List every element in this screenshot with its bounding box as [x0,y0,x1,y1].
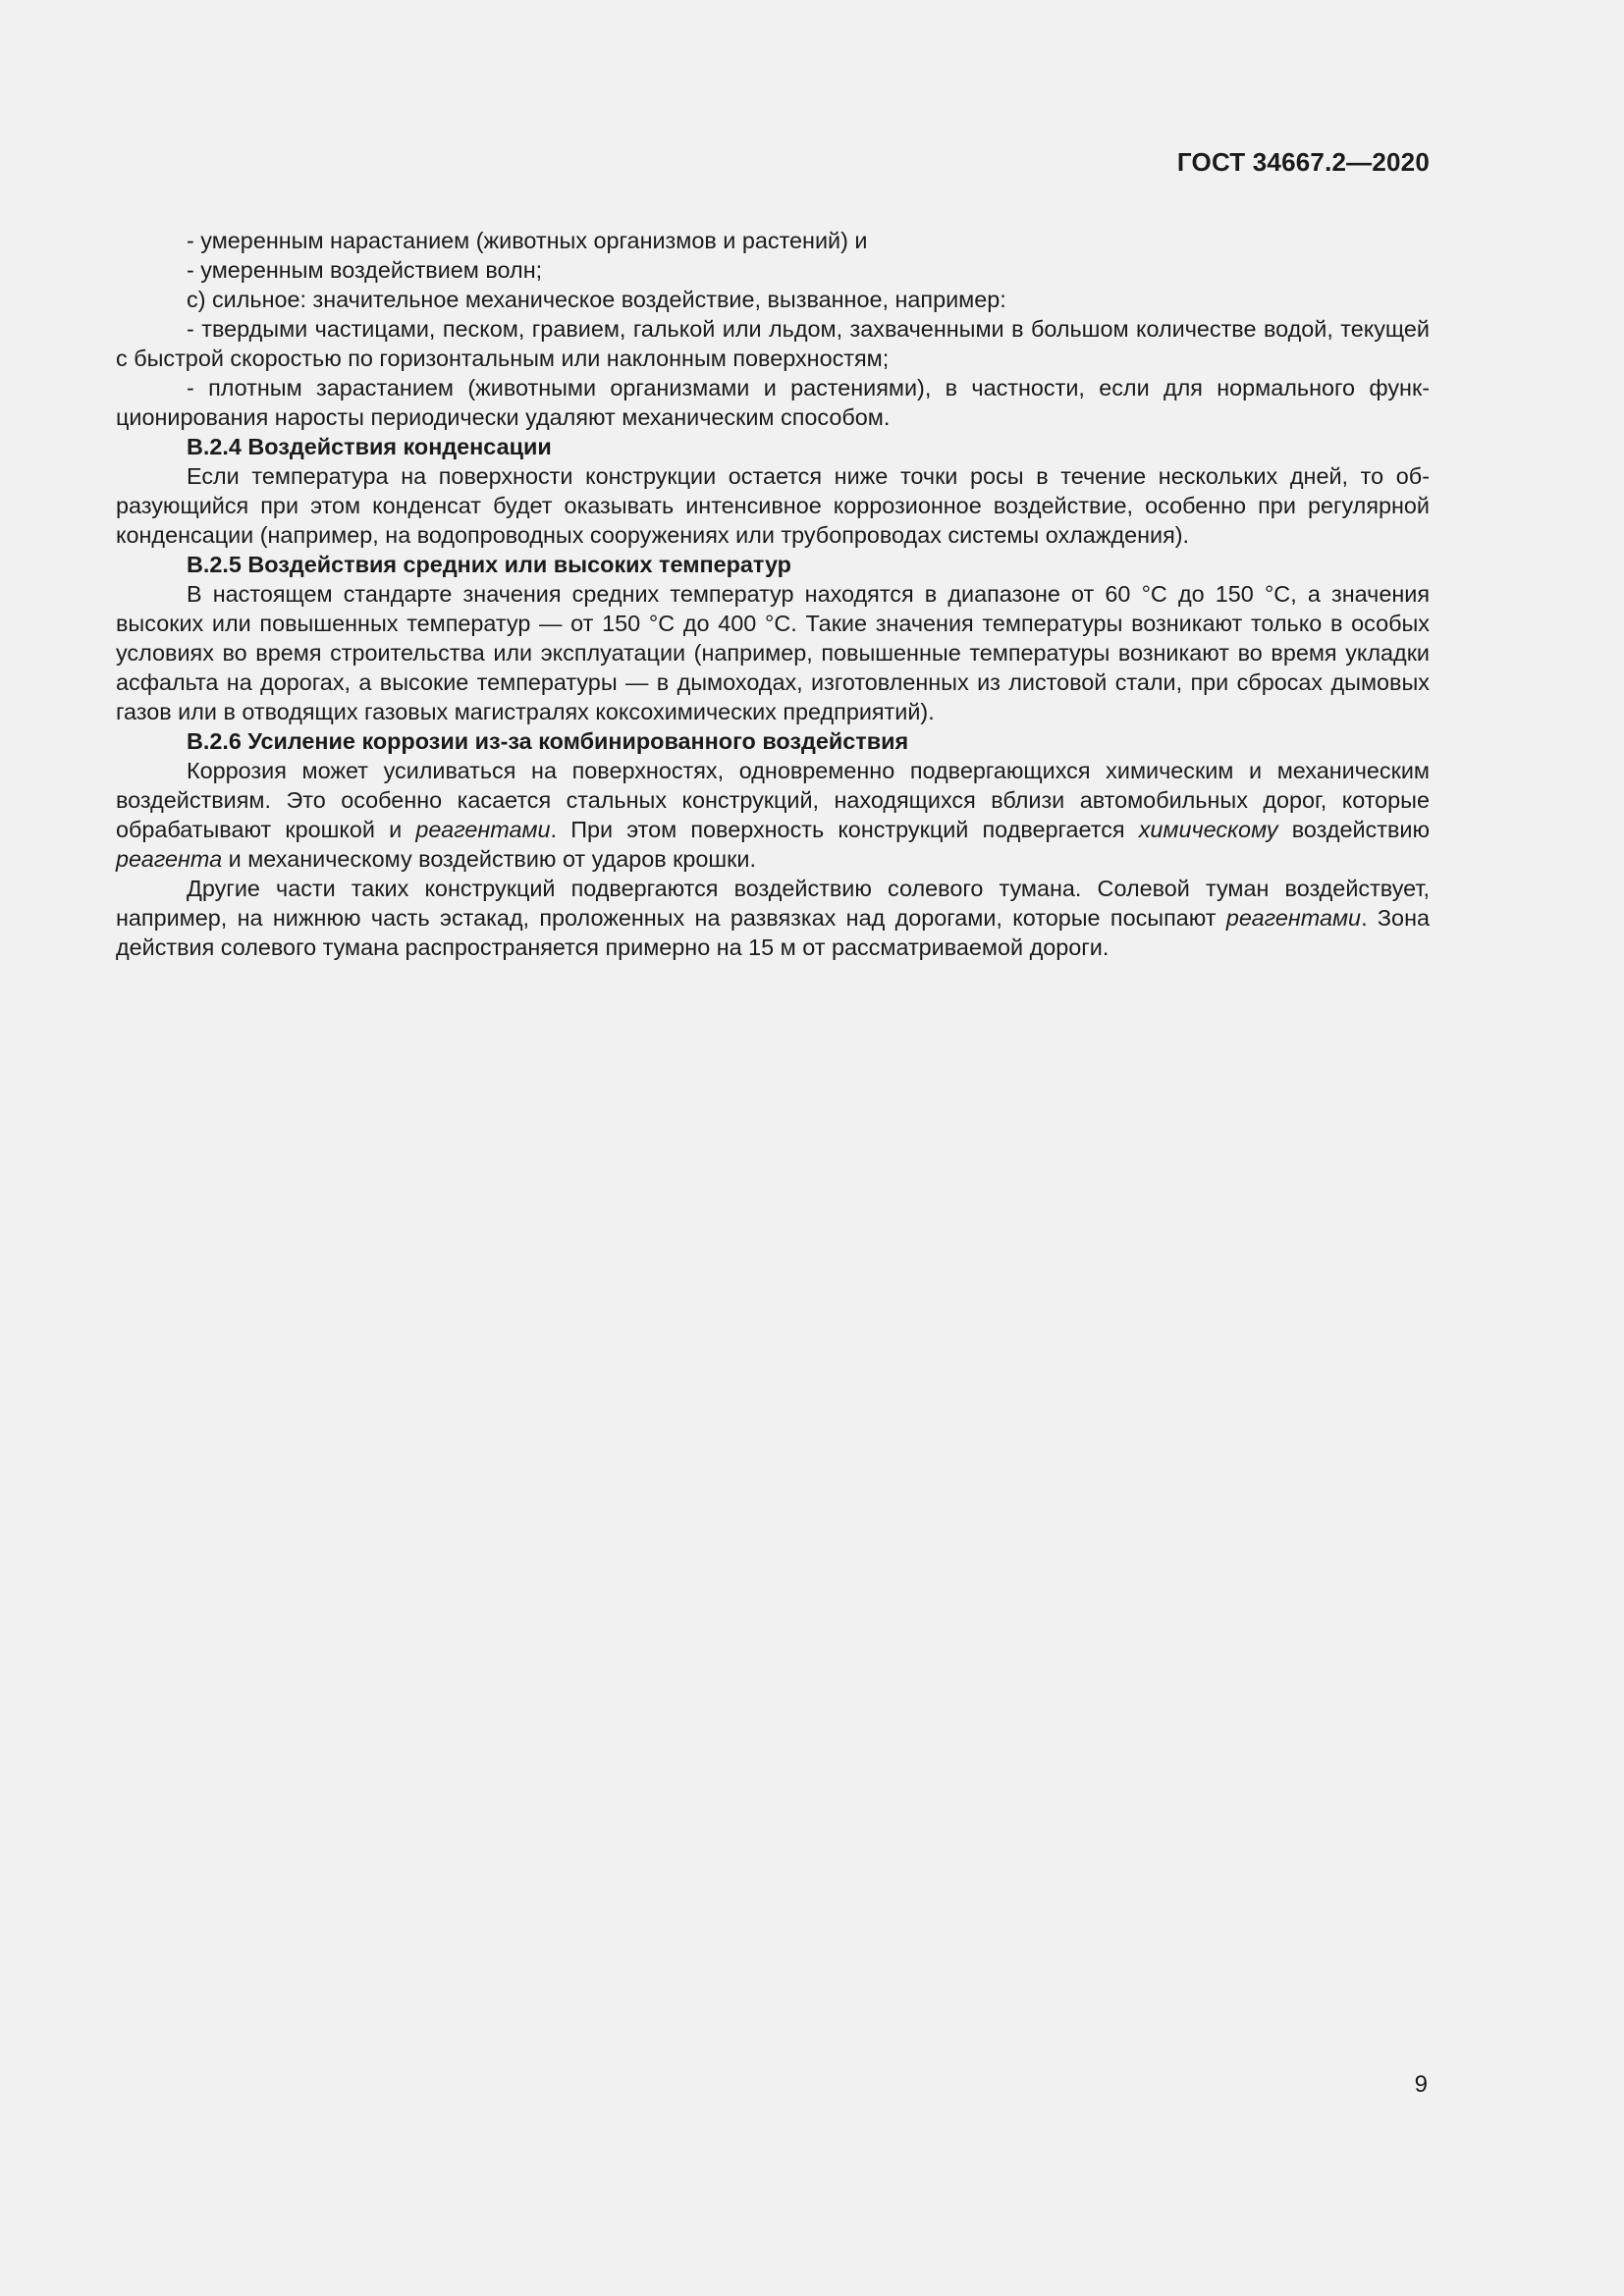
text-run: - плотным зарастанием (животными организмами и растениями), в частности, если для нормального функционирования наросты периодически удаляют механическим способом. [116,375,1430,430]
section-heading [116,726,1430,756]
italic-term: реагента [116,846,223,872]
text-run: - умеренным воздействием волн; [187,257,543,283]
body-paragraph [116,756,1430,874]
document-body [116,226,1430,962]
text-run: - твердыми частицами, песком, гравием, галькой или льдом, захваченными в большом количестве водой, текущей с быстрой скоростью по горизонтальным или наклонным поверхностям; [116,316,1430,371]
body-paragraph [116,255,1430,285]
body-paragraph [116,226,1430,255]
text-run: В настоящем стандарте значения средних температур находятся в диапазоне от 60 °С до 150 °С, а значения высоких или повышенных температур — от 150 °С до 400 °С. Такие значения температуры возникают только в особых условиях во время строительства или эксплуатации (например, повышенные температуры возникают во время укладки асфальта на дорогах, а высокие температуры — в дымоходах, изготовленных из листовой стали, при сбросах дымовых газов или в отводящих газовых магистралях коксохимических предприятий). [116,581,1430,724]
section-heading [116,550,1430,579]
text-run: - умеренным нарастанием (животных организмов и растений) и [187,228,868,253]
text-run: Коррозия может усиливаться на поверхностях, одновременно подвергающихся химическим и механическим воздействиям. Это особенно касается стальных конструкций, находящихся вблизи автомобильных дорог, которые обрабатывают крошкой и [116,758,1430,842]
document-header: ГОСТ 34667.2—2020 [1176,147,1430,177]
body-paragraph [116,373,1430,432]
text-run: В.2.4 Воздействия конденсации [187,434,552,459]
italic-term: химическому [1138,817,1278,842]
italic-term: реагентами [415,817,551,842]
page-number: 9 [1414,2071,1428,2098]
italic-term: реагентами [1225,905,1362,931]
text-run: Если температура на поверхности конструкции остается ниже точки росы в течение нескольких дней, то образующийся при этом конденсат будет оказывать интенсивное коррозионное воздействие, особенно при регулярной конденсации (например, на водопроводных сооружениях или трубопроводах системы охлаждения). [116,463,1430,548]
text-run: и механическому воздействию от ударов крошки. [222,846,756,872]
text-run: с) сильное: значительное механическое воздействие, вызванное, например: [187,287,1006,312]
body-paragraph [116,579,1430,726]
body-paragraph [116,285,1430,314]
text-run: Другие части таких конструкций подвергаются воздействию солевого тумана. Солевой туман воздействует, например, на нижнюю часть эстакад, проложенных на развязках над дорогами, которые посыпают [116,876,1430,931]
section-heading [116,432,1430,461]
text-run: воздействию [1277,817,1430,842]
body-paragraph [116,874,1430,962]
text-run: В.2.5 Воздействия средних или высоких температур [187,552,791,577]
body-paragraph [116,314,1430,373]
body-paragraph [116,461,1430,550]
text-run: . Зона действия солевого тумана распространяется примерно на 15 м от рассматриваемой дороги. [116,905,1430,960]
text-run: В.2.6 Усиление коррозии из-за комбинированного воздействия [187,728,909,754]
text-run: . При этом поверхность конструкций подвергается [550,817,1139,842]
